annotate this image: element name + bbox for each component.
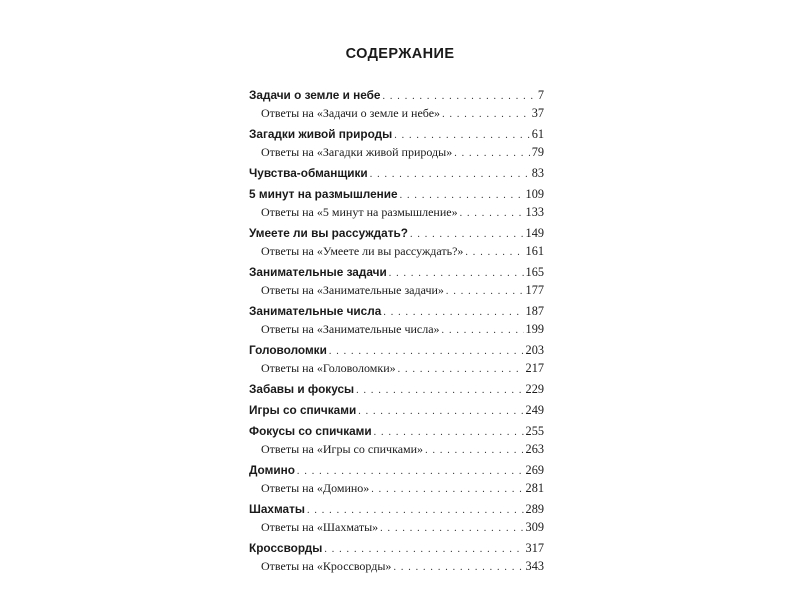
dot-leader bbox=[442, 322, 524, 340]
toc-entry-page: 61 bbox=[531, 127, 544, 141]
toc-entry bbox=[249, 500, 544, 518]
toc-subentry-page: 309 bbox=[525, 520, 544, 534]
toc-group bbox=[249, 86, 544, 122]
toc-entry-page: 149 bbox=[525, 226, 544, 240]
toc-entry bbox=[249, 185, 544, 203]
toc-entry-label: Игры со спичками bbox=[249, 403, 357, 417]
toc-entry bbox=[249, 224, 544, 242]
page-title: СОДЕРЖАНИЕ bbox=[345, 46, 455, 62]
toc-group bbox=[249, 422, 544, 458]
toc-subentry bbox=[249, 242, 544, 260]
toc-entry-page: 269 bbox=[525, 463, 544, 477]
toc-subentry-label: Ответы на «Домино» bbox=[261, 481, 370, 495]
toc-entry bbox=[249, 164, 544, 182]
toc-entry-page: 165 bbox=[525, 265, 544, 279]
toc-subentry-page: 263 bbox=[525, 442, 544, 456]
toc-entry-page: 83 bbox=[531, 166, 544, 180]
dot-leader bbox=[465, 244, 523, 262]
toc-subentry-page: 343 bbox=[525, 559, 544, 573]
toc-subentry bbox=[249, 320, 544, 338]
toc-subentry-label: Ответы на «Игры со спичками» bbox=[261, 442, 424, 456]
toc-subentry bbox=[249, 440, 544, 458]
toc-entry-label: Кроссворды bbox=[249, 541, 323, 555]
toc-subentry-label: Ответы на «Умеете ли вы рассуждать?» bbox=[261, 244, 464, 258]
toc-entry bbox=[249, 302, 544, 320]
toc-entry bbox=[249, 401, 544, 419]
toc-group bbox=[249, 461, 544, 497]
toc-group bbox=[249, 125, 544, 161]
toc-subentry-page: 281 bbox=[525, 481, 544, 495]
dot-leader bbox=[371, 481, 523, 499]
toc-subentry bbox=[249, 143, 544, 161]
toc-entry bbox=[249, 422, 544, 440]
toc-group bbox=[249, 380, 544, 398]
toc-group bbox=[249, 539, 544, 575]
toc-entry bbox=[249, 539, 544, 557]
toc-subentry-label: Ответы на «Занимательные задачи» bbox=[261, 283, 444, 297]
dot-leader bbox=[454, 145, 529, 163]
toc-subentry bbox=[249, 104, 544, 122]
toc-entry-page: 289 bbox=[525, 502, 544, 516]
dot-leader bbox=[460, 205, 524, 223]
toc-entry-page: 7 bbox=[537, 88, 544, 102]
toc-subentry-label: Ответы на «5 минут на размышление» bbox=[261, 205, 458, 219]
toc-entry-page: 255 bbox=[525, 424, 544, 438]
toc-entry-label: Задачи о земле и небе bbox=[249, 88, 381, 102]
toc-entry-page: 187 bbox=[525, 304, 544, 318]
toc-subentry bbox=[249, 518, 544, 536]
dot-leader bbox=[380, 520, 523, 538]
toc-group bbox=[249, 263, 544, 299]
toc-subentry-page: 217 bbox=[525, 361, 544, 375]
dot-leader bbox=[442, 106, 530, 124]
toc-entry-label: Шахматы bbox=[249, 502, 305, 516]
toc-entry-page: 109 bbox=[525, 187, 544, 201]
toc-entry-label: Головоломки bbox=[249, 343, 327, 357]
toc-entry bbox=[249, 86, 544, 104]
toc-entry bbox=[249, 380, 544, 398]
toc-group bbox=[249, 224, 544, 260]
toc-entry-label: 5 минут на размышление bbox=[249, 187, 398, 201]
toc-entry-page: 203 bbox=[525, 343, 544, 357]
dot-leader bbox=[393, 559, 523, 577]
toc-entry-label: Домино bbox=[249, 463, 295, 477]
toc-subentry bbox=[249, 557, 544, 575]
toc-subentry-page: 177 bbox=[525, 283, 544, 297]
toc-entry bbox=[249, 263, 544, 281]
dot-leader bbox=[398, 361, 524, 379]
toc-entry-label: Забавы и фокусы bbox=[249, 382, 355, 396]
toc-subentry-label: Ответы на «Кроссворды» bbox=[261, 559, 392, 573]
toc-subentry-label: Ответы на «Загадки живой природы» bbox=[261, 145, 453, 159]
toc-group bbox=[249, 401, 544, 419]
dot-leader bbox=[425, 442, 523, 460]
dot-leader bbox=[370, 166, 530, 184]
toc-entry bbox=[249, 125, 544, 143]
toc-subentry-label: Ответы на «Шахматы» bbox=[261, 520, 379, 534]
toc-subentry bbox=[249, 203, 544, 221]
toc-subentry bbox=[249, 359, 544, 377]
toc-entry-label: Умеете ли вы рассуждать? bbox=[249, 226, 408, 240]
toc-entry-label: Чувства-обманщики bbox=[249, 166, 368, 180]
toc-entry-label: Занимательные задачи bbox=[249, 265, 387, 279]
toc-subentry-label: Ответы на «Головоломки» bbox=[261, 361, 396, 375]
toc-entry bbox=[249, 461, 544, 479]
toc-group bbox=[249, 164, 544, 182]
toc-entry-page: 249 bbox=[525, 403, 544, 417]
toc-group bbox=[249, 185, 544, 221]
toc-subentry bbox=[249, 281, 544, 299]
toc-group bbox=[249, 341, 544, 377]
toc-subentry-label: Ответы на «Задачи о земле и небе» bbox=[261, 106, 441, 120]
toc-subentry-label: Ответы на «Занимательные числа» bbox=[261, 322, 440, 336]
toc-entry-label: Фокусы со спичками bbox=[249, 424, 372, 438]
toc-entry-label: Занимательные числа bbox=[249, 304, 382, 318]
toc-subentry-page: 161 bbox=[525, 244, 544, 258]
toc-entry bbox=[249, 341, 544, 359]
toc-subentry bbox=[249, 479, 544, 497]
toc-group bbox=[249, 500, 544, 536]
toc-entry-page: 229 bbox=[525, 382, 544, 396]
toc-entry-label: Загадки живой природы bbox=[249, 127, 393, 141]
toc-group bbox=[249, 302, 544, 338]
toc-entry-page: 317 bbox=[525, 541, 544, 555]
table-of-contents bbox=[249, 86, 544, 575]
dot-leader bbox=[356, 382, 523, 400]
dot-leader bbox=[446, 283, 524, 301]
toc-subentry-page: 133 bbox=[525, 205, 544, 219]
toc-subentry-page: 79 bbox=[531, 145, 544, 159]
toc-subentry-page: 37 bbox=[531, 106, 544, 120]
dot-leader bbox=[358, 403, 523, 421]
toc-subentry-page: 199 bbox=[525, 322, 544, 336]
